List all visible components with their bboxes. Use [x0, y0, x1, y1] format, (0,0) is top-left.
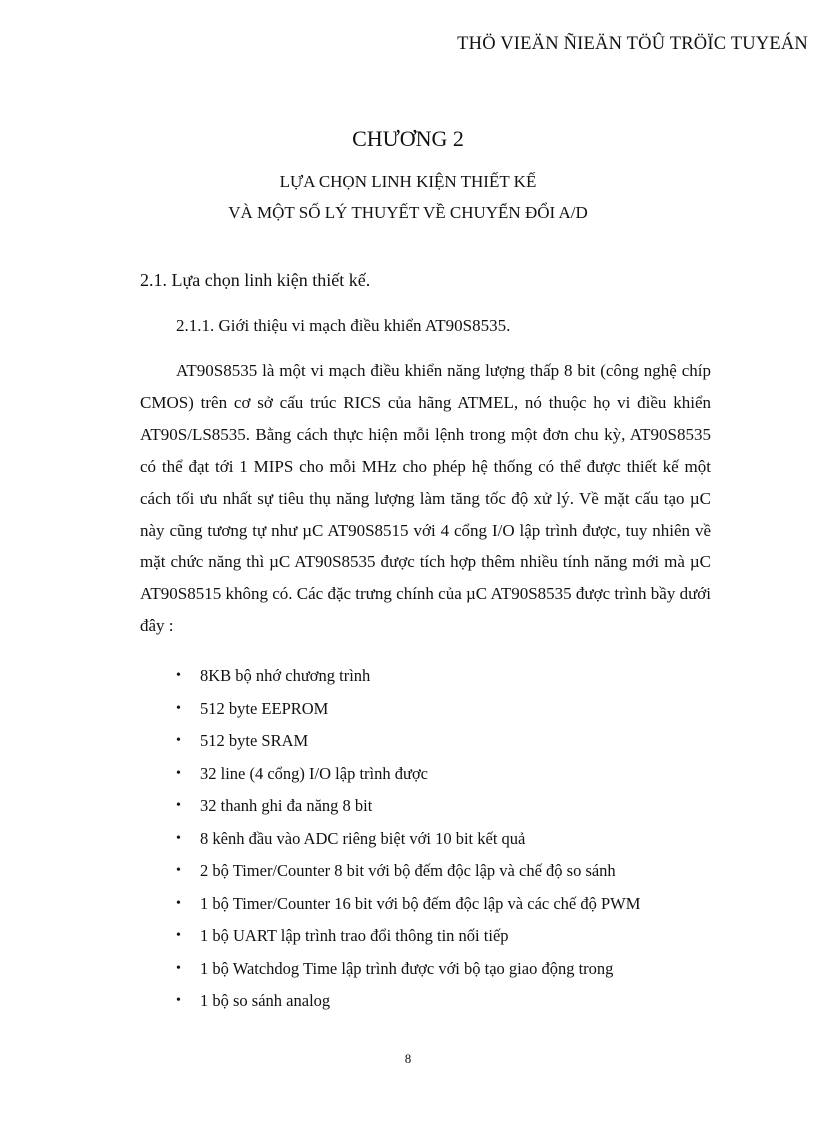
- bullet-icon: •: [176, 960, 181, 976]
- bullet-icon: •: [176, 700, 181, 716]
- feature-list-item: [176, 758, 640, 791]
- feature-text: 32 thanh ghi đa năng 8 bit: [200, 796, 373, 815]
- bullet-icon: •: [176, 928, 181, 943]
- bullet-icon: •: [176, 765, 181, 781]
- feature-list-item: [176, 985, 640, 1018]
- feature-text: 1 bộ Timer/Counter 16 bit với bộ đếm độc lập và các chế độ PWM: [200, 893, 641, 913]
- page-header: THÖ VIEÄN ÑIEÄN TÖÛ TRÖÏC TUYEÁN: [457, 34, 808, 54]
- feature-list: [176, 660, 640, 1018]
- page-number: 8: [404, 1051, 412, 1066]
- chapter-subtitle-line-2: VÀ MỘT SỐ LÝ THUYẾT VỀ CHUYỂN ĐỔI A/D: [228, 203, 588, 222]
- feature-text: 1 bộ so sánh analog: [200, 991, 331, 1010]
- chapter-title: CHƯƠNG 2: [352, 126, 464, 151]
- feature-list-item: [176, 823, 640, 856]
- chapter-subtitle-line-1: LỰA CHỌN LINH KIỆN THIẾT KẾ: [279, 172, 537, 191]
- feature-text: 512 byte EEPROM: [200, 698, 329, 718]
- feature-list-item: [176, 790, 640, 823]
- bullet-icon: •: [176, 863, 181, 878]
- bullet-icon: •: [176, 830, 181, 846]
- section-heading: 2.1. Lựa chọn linh kiện thiết kế.: [140, 270, 371, 290]
- feature-list-item: [176, 725, 640, 758]
- feature-list-item: [176, 888, 640, 921]
- feature-list-item: [176, 855, 640, 888]
- feature-text: 1 bộ UART lập trình trao đổi thông tin nối tiếp: [200, 926, 509, 945]
- feature-text: 512 byte SRAM: [200, 731, 309, 750]
- subsection-heading: 2.1.1. Giới thiệu vi mạch điều khiển AT90S8535.: [176, 316, 511, 335]
- feature-text: 8 kênh đầu vào ADC riêng biệt với 10 bit kết quả: [200, 828, 526, 848]
- feature-text: 32 line (4 cổng) I/O lập trình được: [200, 763, 428, 783]
- feature-list-item: [176, 953, 640, 986]
- feature-list-item: [176, 693, 640, 726]
- bullet-icon: •: [176, 668, 181, 683]
- feature-list-item: [176, 920, 640, 953]
- feature-text: 2 bộ Timer/Counter 8 bit với bộ đếm độc lập và chế độ so sánh: [200, 861, 616, 880]
- bullet-icon: •: [176, 993, 181, 1008]
- bullet-icon: •: [176, 895, 181, 911]
- body-paragraph: AT90S8535 là một vi mạch điều khiển năng lượng thấp 8 bit (công nghệ chíp CMOS) trên cơ sở cấu trúc RICS của hãng ATMEL, nó thuộc họ vi điều khiển AT90S/LS8535. Bằng cách thực hiện mỗi lệnh trong một đơn chu kỳ, AT90S8535 có thể đạt tới 1 MIPS cho mỗi MHz cho phép hệ thống có thể được thiết kế một cách tối ưu nhất sự tiêu thụ năng lượng làm tăng tốc độ xử lý. Về mặt cấu tạo µC này cũng tương tự như µC AT90S8515 với 4 cổng I/O lập trình được, tuy nhiên về mặt chức năng thì µC AT90S8535 được tích hợp thêm nhiều tính năng mới mà µC AT90S8515 không có. Các đặc trưng chính của µC AT90S8535 được trình bầy dưới đây :: [140, 361, 712, 636]
- feature-list-item: [176, 660, 640, 693]
- bullet-icon: •: [176, 733, 181, 748]
- feature-text: 1 bộ Watchdog Time lập trình được với bộ tạo giao động trong: [200, 958, 614, 978]
- feature-text: 8KB bộ nhớ chương trình: [200, 666, 371, 685]
- bullet-icon: •: [176, 798, 181, 813]
